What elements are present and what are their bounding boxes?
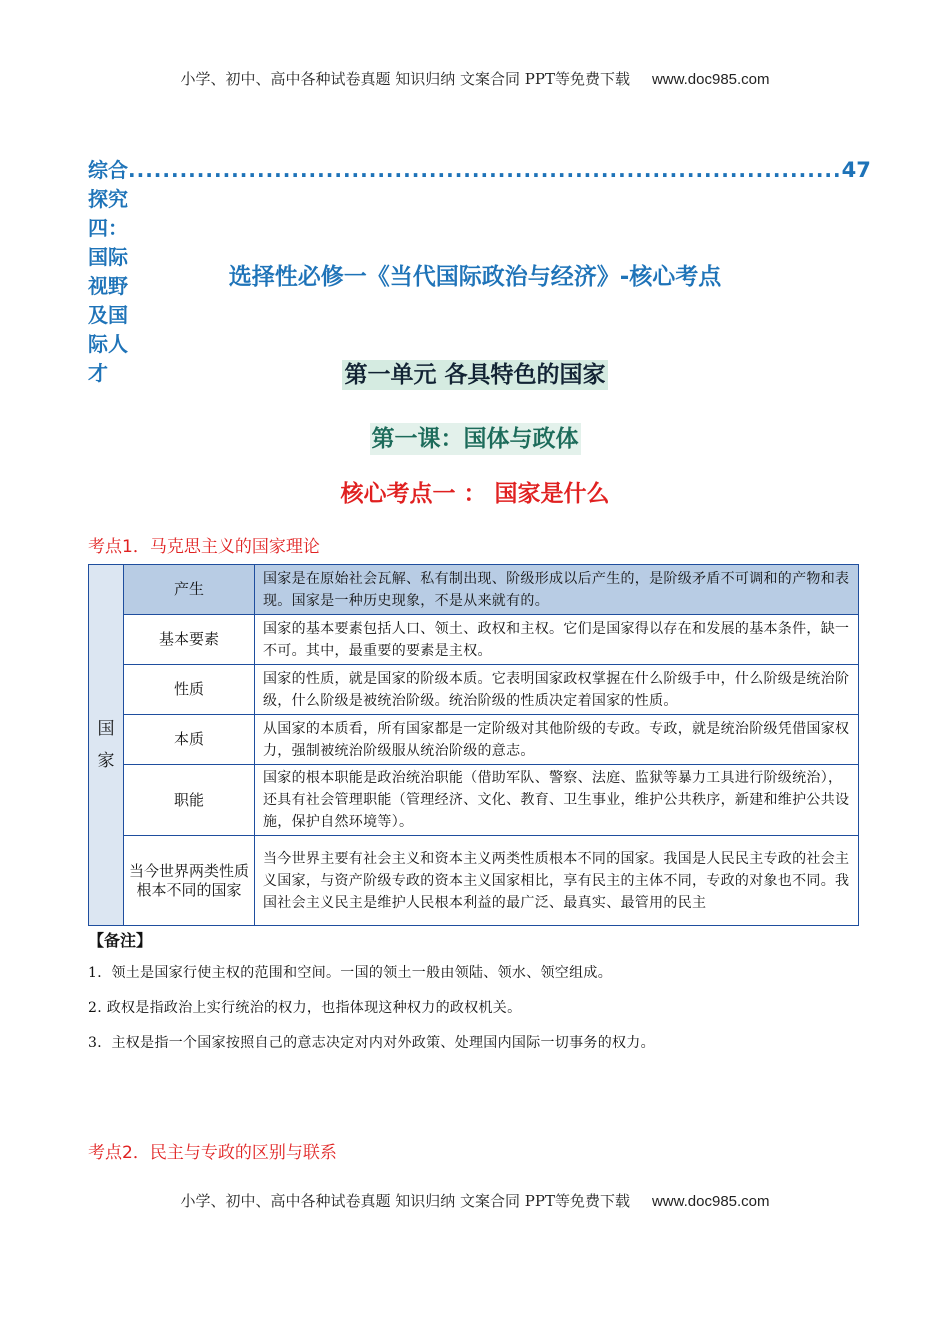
footer-text: 小学、初中、高中各种试卷真题 知识归纳 文案合同 PPT等免费下载 <box>180 1192 630 1210</box>
lesson-title: 第一课：国体与政体 <box>370 423 581 455</box>
section2-title: 考点2．民主与专政的区别与联系 <box>88 1143 337 1163</box>
row-value: 当今世界主要有社会主义和资本主义两类性质根本不同的国家。我国是人民民主专政的社会主义国家，与资产阶级专政的资本主义国家相比，享有民主的主体不同，专政的对象也不同。我国社会主义民主是维护人民根本利益的最广泛、最真实、最管用的民主 <box>255 836 859 926</box>
table-row <box>89 665 859 715</box>
main-title: 选择性必修一《当代国际政治与经济》-核心考点 <box>228 264 722 290</box>
row-value: 国家的基本要素包括人口、领土、政权和主权。它们是国家得以存在和发展的基本条件，缺一不可。其中，最重要的要素是主权。 <box>255 615 859 665</box>
row-value: 国家的根本职能是政治统治职能（借助军队、警察、法庭、监狱等暴力工具进行阶级统治），还具有社会管理职能（管理经济、文化、教育、卫生事业，维护公共秩序，新建和维护公共设施，保护自然环境等）。 <box>255 765 859 836</box>
row-label: 基本要素 <box>124 615 255 665</box>
side-label-char: 家 <box>97 751 115 771</box>
row-label: 当今世界两类性质根本不同的国家 <box>124 836 255 926</box>
table-row <box>89 765 859 836</box>
core-point-title: 核心考点一 ： 国家是什么 <box>340 481 610 507</box>
note-item: 2. 政权是指政治上实行统治的权力，也指体现这种权力的政权机关。 <box>88 1000 522 1016</box>
toc-leader-dots: ................................................................................... <box>128 158 842 182</box>
row-value: 国家是在原始社会瓦解、私有制出现、阶级形成以后产生的，是阶级矛盾不可调和的产物和表现。国家是一种历史现象，不是从来就有的。 <box>255 565 859 615</box>
notes-title: 【备注】 <box>88 931 153 950</box>
row-label: 性质 <box>124 665 255 715</box>
row-value: 从国家的本质看，所有国家都是一定阶级对其他阶级的专政。专政，就是统治阶级凭借国家权力，强制被统治阶级服从统治阶级的意志。 <box>255 715 859 765</box>
unit-title: 第一单元 各具特色的国家 <box>344 362 606 388</box>
toc-page-number: 47 <box>841 158 871 182</box>
section1-title: 考点1．马克思主义的国家理论 <box>88 537 320 557</box>
unit-heading <box>0 356 950 389</box>
side-label-char: 国 <box>97 719 115 739</box>
state-theory-table <box>88 564 859 926</box>
toc-title: 综合探究四：国际视野及国际人才 <box>88 158 128 385</box>
row-label: 职能 <box>124 765 255 836</box>
table-row <box>89 615 859 665</box>
table-row <box>89 836 859 926</box>
header-text: 小学、初中、高中各种试卷真题 知识归纳 文案合同 PPT等免费下载 <box>180 70 630 88</box>
table-row <box>89 565 859 615</box>
table-row <box>89 715 859 765</box>
table-side-label <box>89 565 124 926</box>
note-item: 3．主权是指一个国家按照自己的意志决定对内对外政策、处理国内国际一切事务的权力。 <box>88 1035 655 1051</box>
row-value: 国家的性质，就是国家的阶级本质。它表明国家政权掌握在什么阶级手中，什么阶级是统治阶级，什么阶级是被统治阶级。统治阶级的性质决定着国家的性质。 <box>255 665 859 715</box>
page-header <box>0 68 950 89</box>
row-label: 产生 <box>124 565 255 615</box>
row-label: 本质 <box>124 715 255 765</box>
lesson-heading <box>0 420 950 453</box>
footer-url-link[interactable]: www.doc985.com <box>651 1193 770 1210</box>
page-footer <box>0 1190 950 1211</box>
header-url-link[interactable]: www.doc985.com <box>651 71 770 88</box>
note-item: 1．领土是国家行使主权的范围和空间。一国的领土一般由领陆、领水、领空组成。 <box>88 965 613 981</box>
